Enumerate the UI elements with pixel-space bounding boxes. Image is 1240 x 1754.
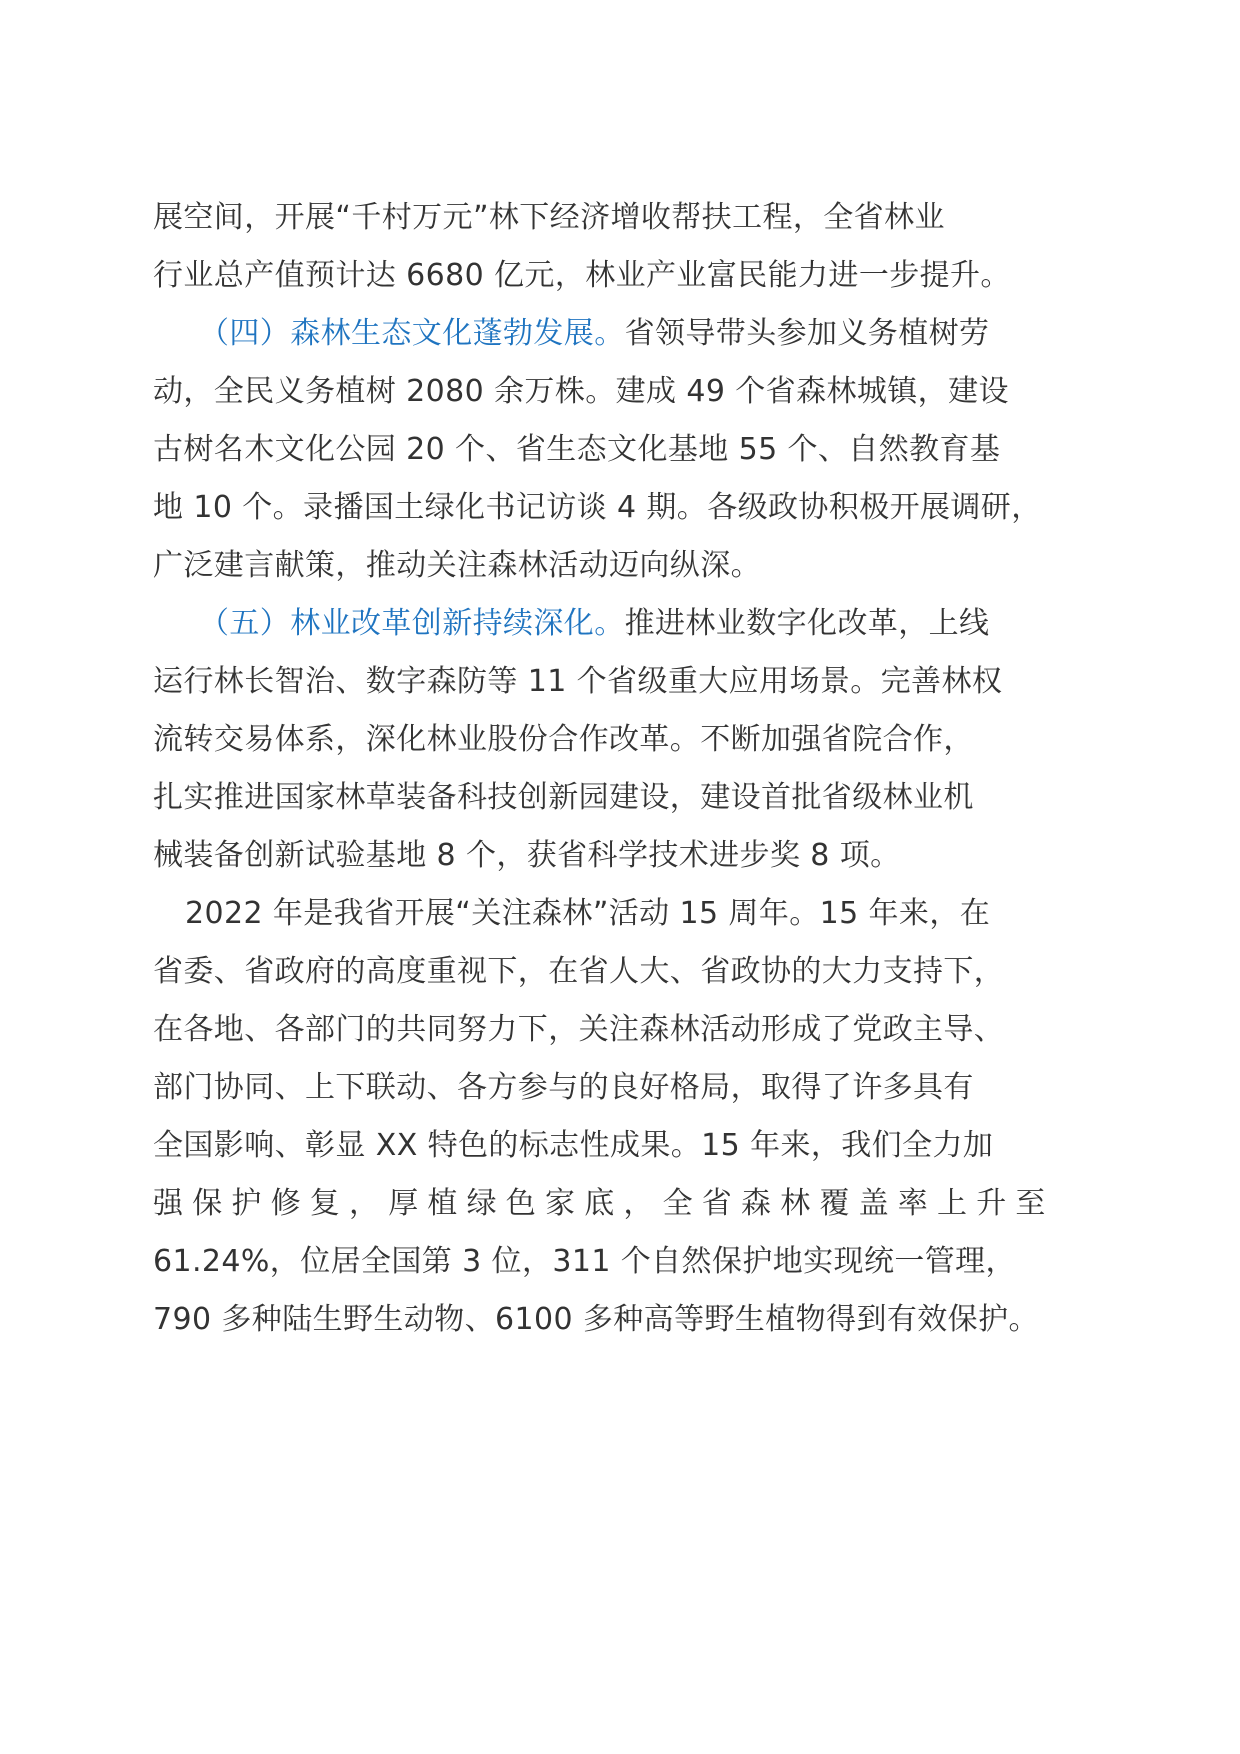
- body-line: 行业总产值预计达 6680 亿元，林业产业富民能力进一步提升。: [153, 258, 1011, 293]
- body-text: 省领导带头参加义务植树劳: [624, 316, 990, 351]
- body-text: 推进林业数字化改革，上线: [624, 606, 990, 641]
- body-line: 古树名木文化公园 20 个、省生态文化基地 55 个、自然教育基: [153, 432, 1001, 467]
- body-line: 全国影响、彰显 XX 特色的标志性成果。15 年来，我们全力加: [153, 1128, 994, 1163]
- body-line: 广泛建言献策，推动关注森林活动迈向纵深。: [153, 548, 761, 583]
- section-five-line: [153, 604, 1111, 644]
- body-line: 扎实推进国家林草装备科技创新园建设，建设首批省级林业机: [153, 780, 974, 815]
- body-line: 部门协同、上下联动、各方参与的良好格局，取得了许多具有: [153, 1070, 974, 1105]
- body-line: 地 10 个。录播国土绿化书记访谈 4 期。各级政协积极开展调研，: [153, 490, 1042, 525]
- body-line: 790 多种陆生野生动物、6100 多种高等野生植物得到有效保护。: [153, 1302, 1039, 1337]
- body-line: 流转交易体系，深化林业股份合作改革。不断加强省院合作，: [153, 722, 974, 757]
- body-line: 强保护修复，厚植绿色家底，全省森林覆盖率上升至: [153, 1186, 1055, 1221]
- body-line: 展空间，开展“千村万元”林下经济增收帮扶工程，全省林业: [153, 200, 945, 235]
- body-line: 2022 年是我省开展“关注森林”活动 15 周年。15 年来，在: [185, 896, 991, 931]
- body-line: 运行林长智治、数字森防等 11 个省级重大应用场景。完善林权: [153, 664, 1003, 699]
- body-line: 动，全民义务植树 2080 余万株。建成 49 个省森林城镇，建设: [153, 374, 1009, 409]
- body-line: 械装备创新试验基地 8 个，获省科学技术进步奖 8 项。: [153, 838, 901, 873]
- section-four-line: [153, 314, 1111, 354]
- body-line: 省委、省政府的高度重视下，在省人大、省政协的大力支持下，: [153, 954, 1005, 989]
- section-heading-four: （四）森林生态文化蓬勃发展。: [199, 316, 625, 351]
- body-line: 在各地、各部门的共同努力下，关注森林活动形成了党政主导、: [153, 1012, 1005, 1047]
- section-heading-five: （五）林业改革创新持续深化。: [199, 606, 625, 641]
- body-line: 61.24%，位居全国第 3 位，311 个自然保护地实现统一管理，: [153, 1244, 1016, 1279]
